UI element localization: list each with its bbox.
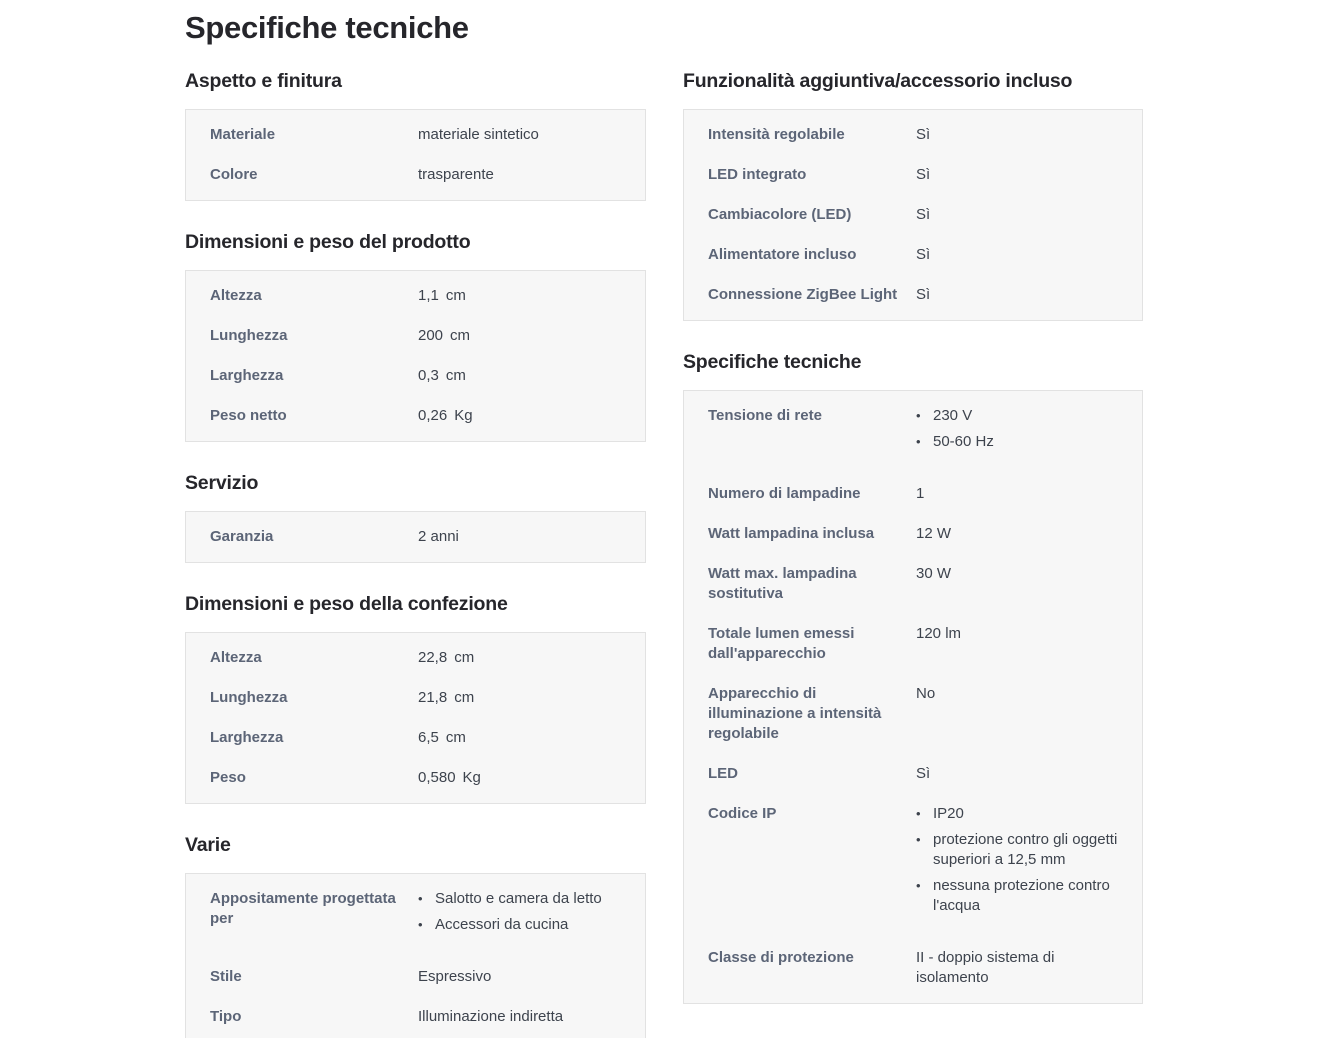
spec-value: 200 cm xyxy=(418,327,471,344)
spec-label: Watt lampadina inclusa xyxy=(708,525,875,542)
spec-label: Cambiacolore (LED) xyxy=(708,206,852,223)
bullet-item: • IP20 xyxy=(916,804,1118,824)
section-heading-varie: Varie xyxy=(185,834,231,856)
spec-label: Garanzia xyxy=(210,528,274,545)
table-row xyxy=(684,754,1142,794)
spec-label: Connessione ZigBee Light xyxy=(708,286,898,303)
spec-value: Sì xyxy=(916,286,931,303)
spec-value: 6,5 cm xyxy=(418,729,466,746)
spec-label: Altezza xyxy=(210,649,262,666)
spec-value: 1,1 cm xyxy=(418,287,466,304)
spec-value xyxy=(916,406,1118,464)
spec-value: 0,580 Kg xyxy=(418,769,481,786)
spec-table-servizio xyxy=(185,511,646,563)
section-heading-specifiche: Specifiche tecniche xyxy=(683,351,862,373)
spec-label: Numero di lampadine xyxy=(708,485,861,502)
spec-value: materiale sintetico xyxy=(418,126,539,143)
spec-table-varie xyxy=(185,873,646,1038)
spec-label: Lunghezza xyxy=(210,327,288,344)
table-row xyxy=(684,614,1142,674)
table-row xyxy=(186,718,645,758)
bullet-list xyxy=(916,406,1118,452)
spec-label: Totale lumen emessi dall'apparecchio xyxy=(708,625,855,662)
spec-label: Appositamente progettata per xyxy=(210,890,396,927)
section-heading-servizio: Servizio xyxy=(185,472,259,494)
spec-label: Larghezza xyxy=(210,367,284,384)
spec-label: Peso xyxy=(210,769,246,786)
table-row xyxy=(684,195,1142,235)
table-row xyxy=(186,115,645,155)
left-column xyxy=(185,8,646,1038)
table-row xyxy=(186,758,645,798)
spec-value: 12 W xyxy=(916,525,952,542)
table-row xyxy=(186,276,645,316)
right-column xyxy=(683,8,1143,1004)
table-row xyxy=(186,879,645,957)
table-row xyxy=(186,638,645,678)
spec-value: 120 lm xyxy=(916,625,962,642)
table-row xyxy=(186,678,645,718)
table-row xyxy=(684,474,1142,514)
spec-table-specifiche xyxy=(683,390,1143,1004)
unit-label: cm xyxy=(445,367,466,384)
spec-label: Watt max. lampadina sostitutiva xyxy=(708,565,857,602)
table-row xyxy=(684,554,1142,614)
spec-label: Codice IP xyxy=(708,805,777,822)
spec-label: Peso netto xyxy=(210,407,287,424)
spec-label: Alimentatore incluso xyxy=(708,246,857,263)
spec-label: Tipo xyxy=(210,1008,242,1025)
spec-label: Lunghezza xyxy=(210,689,288,706)
bullet-item: • 230 V xyxy=(916,406,1118,426)
spec-label: Colore xyxy=(210,166,258,183)
spec-label: LED xyxy=(708,765,738,782)
spec-value: Sì xyxy=(916,126,931,143)
spec-value: Sì xyxy=(916,246,931,263)
table-row xyxy=(684,275,1142,315)
spec-table-dimensioni-prodotto xyxy=(185,270,646,442)
spec-label: Larghezza xyxy=(210,729,284,746)
spec-value: trasparente xyxy=(418,166,494,183)
unit-label: cm xyxy=(450,327,471,344)
spec-value: Illuminazione indiretta xyxy=(418,1008,564,1025)
table-row xyxy=(186,517,645,557)
spec-value: 22,8 cm xyxy=(418,649,475,666)
spec-value: Sì xyxy=(916,206,931,223)
bullet-list xyxy=(418,889,621,935)
spec-label: Tensione di rete xyxy=(708,407,822,424)
spec-value: 30 W xyxy=(916,565,952,582)
unit-label: cm xyxy=(454,649,475,666)
spec-value xyxy=(418,889,621,947)
spec-value: Sì xyxy=(916,166,931,183)
section-heading-aspetto: Aspetto e finitura xyxy=(185,70,342,92)
spec-label: Materiale xyxy=(210,126,276,143)
spec-value: Sì xyxy=(916,765,931,782)
spec-label: Altezza xyxy=(210,287,262,304)
spec-table-dimensioni-confezione xyxy=(185,632,646,804)
spec-table-funzionalita xyxy=(683,109,1143,321)
spec-value: 0,26 Kg xyxy=(418,407,473,424)
bullet-item: • Accessori da cucina xyxy=(418,915,621,935)
spec-value: 0,3 cm xyxy=(418,367,466,384)
table-row xyxy=(186,957,645,997)
table-row xyxy=(684,794,1142,938)
table-row xyxy=(186,155,645,195)
table-row xyxy=(684,235,1142,275)
spec-value: No xyxy=(916,685,936,702)
spec-value: 21,8 cm xyxy=(418,689,475,706)
page-title: Specifiche tecniche xyxy=(185,10,469,45)
table-row xyxy=(186,396,645,436)
spec-value: 2 anni xyxy=(418,528,459,545)
table-row xyxy=(684,115,1142,155)
unit-label: Kg xyxy=(462,769,481,786)
section-heading-dimensioni-confezione: Dimensioni e peso della confezione xyxy=(185,593,508,615)
table-row xyxy=(186,997,645,1037)
table-row xyxy=(684,396,1142,474)
bullet-item: • Salotto e camera da letto xyxy=(418,889,621,909)
table-row xyxy=(186,356,645,396)
spec-value: 1 xyxy=(916,485,925,502)
unit-label: cm xyxy=(454,689,475,706)
unit-label: Kg xyxy=(454,407,473,424)
table-row xyxy=(684,674,1142,754)
bullet-item: • protezione contro gli oggetti superiori a 12,5 mm xyxy=(916,830,1118,870)
unit-label: cm xyxy=(445,287,466,304)
table-row xyxy=(186,316,645,356)
spec-label: Stile xyxy=(210,968,242,985)
spec-label: Intensità regolabile xyxy=(708,126,845,143)
spec-value: II - doppio sistema di isolamento xyxy=(916,949,1055,986)
spec-value xyxy=(916,804,1118,928)
unit-label: cm xyxy=(445,729,466,746)
section-heading-funzionalita: Funzionalità aggiuntiva/accessorio incluso xyxy=(683,70,1073,92)
bullet-item: • 50-60 Hz xyxy=(916,432,1118,452)
section-heading-dimensioni-prodotto: Dimensioni e peso del prodotto xyxy=(185,231,471,253)
table-row xyxy=(684,938,1142,998)
spec-value: Espressivo xyxy=(418,968,492,985)
spec-label: Classe di protezione xyxy=(708,949,854,966)
table-row xyxy=(684,155,1142,195)
spec-label: Apparecchio di illuminazione a intensità regolabile xyxy=(708,685,882,742)
bullet-item: • nessuna protezione contro l'acqua xyxy=(916,876,1118,916)
spec-label: LED integrato xyxy=(708,166,807,183)
spec-table-aspetto xyxy=(185,109,646,201)
bullet-list xyxy=(916,804,1118,916)
table-row xyxy=(684,514,1142,554)
